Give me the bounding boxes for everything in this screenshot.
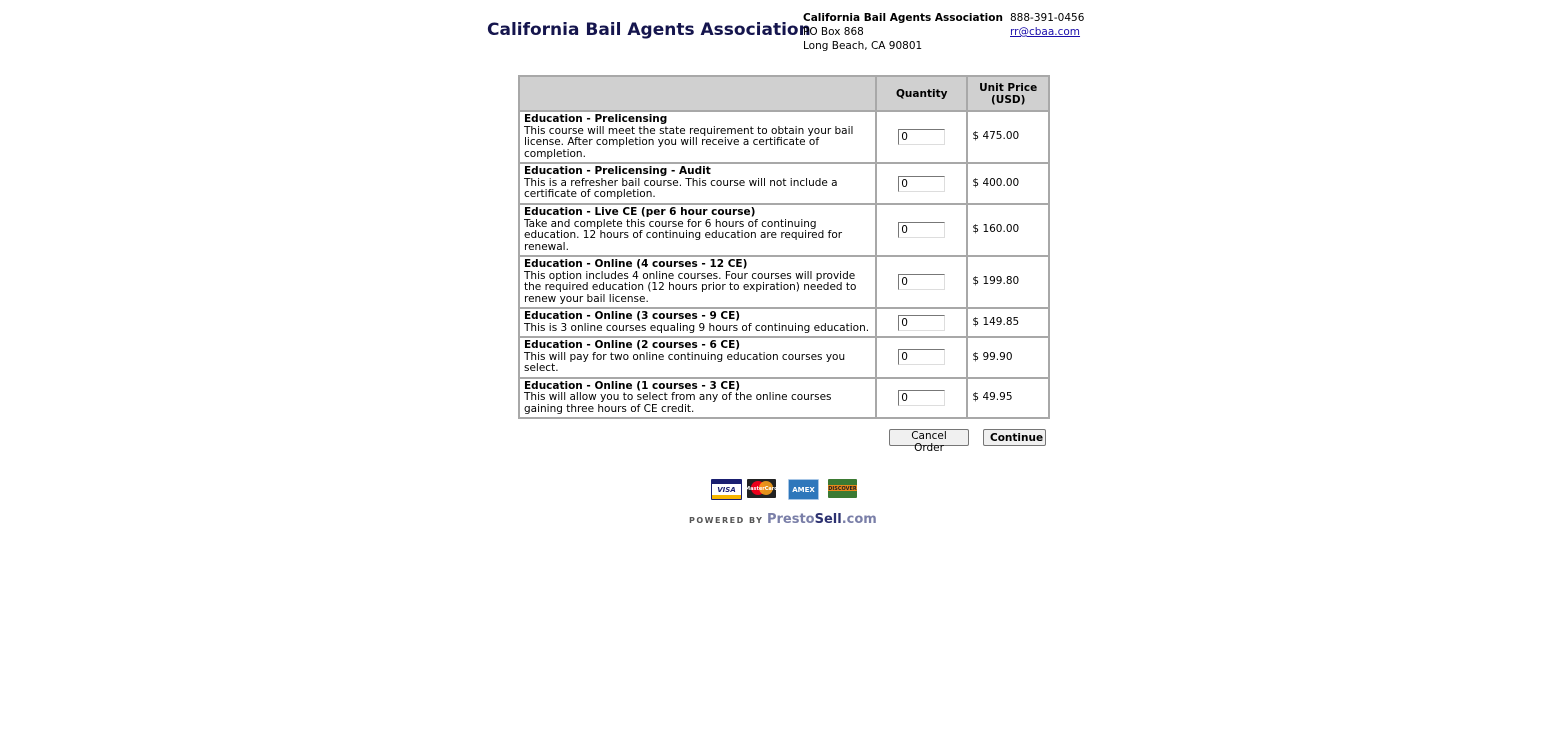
item-quantity-cell bbox=[876, 204, 967, 256]
item-unit-price: $ 49.95 bbox=[967, 378, 1049, 419]
continue-button[interactable]: Continue bbox=[983, 429, 1046, 446]
address-block bbox=[803, 11, 1003, 53]
quantity-input[interactable] bbox=[898, 349, 945, 365]
item-name: Education - Prelicensing - Audit bbox=[524, 165, 711, 178]
visa-card-icon bbox=[711, 479, 742, 500]
item-description: This will pay for two online continuing education courses you select. bbox=[524, 350, 846, 374]
cancel-order-button[interactable]: Cancel Order bbox=[889, 429, 969, 446]
item-quantity-cell bbox=[876, 378, 967, 419]
item-quantity-cell bbox=[876, 111, 967, 163]
item-name: Education - Prelicensing bbox=[524, 113, 668, 125]
item-quantity-cell bbox=[876, 256, 967, 308]
quantity-input[interactable] bbox=[898, 390, 945, 406]
item-description-cell bbox=[519, 163, 876, 204]
quantity-input[interactable] bbox=[898, 176, 945, 192]
item-quantity-cell bbox=[876, 308, 967, 337]
quantity-input[interactable] bbox=[898, 315, 945, 331]
item-description-cell bbox=[519, 378, 876, 419]
discover-card-icon bbox=[828, 479, 857, 498]
item-unit-price: $ 99.90 bbox=[967, 337, 1049, 378]
quantity-input[interactable] bbox=[898, 129, 945, 145]
item-quantity-cell bbox=[876, 337, 967, 378]
item-name: Education - Online (2 courses - 6 CE) bbox=[524, 339, 741, 351]
item-quantity-cell bbox=[876, 163, 967, 204]
item-description-cell bbox=[519, 256, 876, 308]
col-unit-price-label: Unit Price (USD) bbox=[979, 81, 1038, 106]
col-unit-price bbox=[967, 76, 1049, 111]
item-description-cell bbox=[519, 337, 876, 378]
item-unit-price: $ 400.00 bbox=[967, 163, 1049, 204]
visa-label: VISA bbox=[717, 485, 736, 494]
item-name: Education - Live CE (per 6 hour course) bbox=[524, 206, 756, 218]
brand-com: .com bbox=[841, 512, 877, 527]
address-name: California Bail Agents Association bbox=[803, 12, 1003, 24]
table-row bbox=[519, 111, 1049, 163]
item-unit-price: $ 199.80 bbox=[967, 256, 1049, 308]
item-unit-price: $ 149.85 bbox=[967, 308, 1049, 337]
item-unit-price: $ 475.00 bbox=[967, 111, 1049, 163]
quantity-input[interactable] bbox=[898, 222, 945, 238]
email-link[interactable]: rr@cbaa.com bbox=[1010, 26, 1081, 38]
contact-block bbox=[1010, 11, 1084, 39]
item-description: This option includes 4 online courses. Four courses will provide the required education (12 hours prior to expiration) needed to renew your bail license. bbox=[524, 269, 857, 305]
item-name: Education - Online (3 courses - 9 CE) bbox=[524, 310, 741, 322]
address-line1: PO Box 868 bbox=[803, 26, 864, 38]
mastercard-icon bbox=[747, 479, 776, 498]
powered-by-logo bbox=[689, 512, 877, 527]
table-row bbox=[519, 163, 1049, 204]
address-line2: Long Beach, CA 90801 bbox=[803, 40, 923, 52]
mastercard-label: MasterCard bbox=[745, 485, 778, 492]
table-row bbox=[519, 337, 1049, 378]
table-header-row bbox=[519, 76, 1049, 111]
item-unit-price: $ 160.00 bbox=[967, 204, 1049, 256]
store-header bbox=[487, 10, 1107, 60]
item-description: This will allow you to select from any of the online courses gaining three hours of CE credit. bbox=[524, 391, 832, 415]
item-description: This is 3 online courses equaling 9 hours of continuing education. bbox=[524, 321, 870, 334]
powered-by-label: POWERED BY bbox=[689, 516, 764, 525]
brand-presto: Presto bbox=[766, 512, 815, 527]
col-quantity: Quantity bbox=[876, 76, 967, 111]
table-row bbox=[519, 256, 1049, 308]
item-description: This is a refresher bail course. This course will not include a certificate of completion. bbox=[524, 176, 838, 201]
table-row bbox=[519, 378, 1049, 419]
brand-sell: Sell bbox=[814, 512, 842, 527]
quantity-input[interactable] bbox=[898, 274, 945, 290]
item-name: Education - Online (1 courses - 3 CE) bbox=[524, 379, 741, 392]
item-description: Take and complete this course for 6 hours of continuing education. 12 hours of continuing education are required for renewal. bbox=[524, 217, 843, 253]
item-name: Education - Online (4 courses - 12 CE) bbox=[524, 258, 748, 270]
item-description-cell bbox=[519, 111, 876, 163]
order-table bbox=[518, 75, 1050, 419]
item-description-cell bbox=[519, 308, 876, 337]
phone-number: 888-391-0456 bbox=[1010, 12, 1085, 24]
discover-label: DISCOVER bbox=[828, 485, 857, 492]
org-title: California Bail Agents Association bbox=[487, 20, 811, 40]
item-description-cell bbox=[519, 204, 876, 256]
item-description: This course will meet the state requirement to obtain your bail license. After completion you will receive a certificate of completion. bbox=[524, 124, 854, 160]
amex-card-icon bbox=[788, 479, 819, 500]
table-row bbox=[519, 204, 1049, 256]
amex-label: AMEX bbox=[792, 485, 815, 494]
table-row bbox=[519, 308, 1049, 337]
col-description bbox=[519, 76, 876, 111]
